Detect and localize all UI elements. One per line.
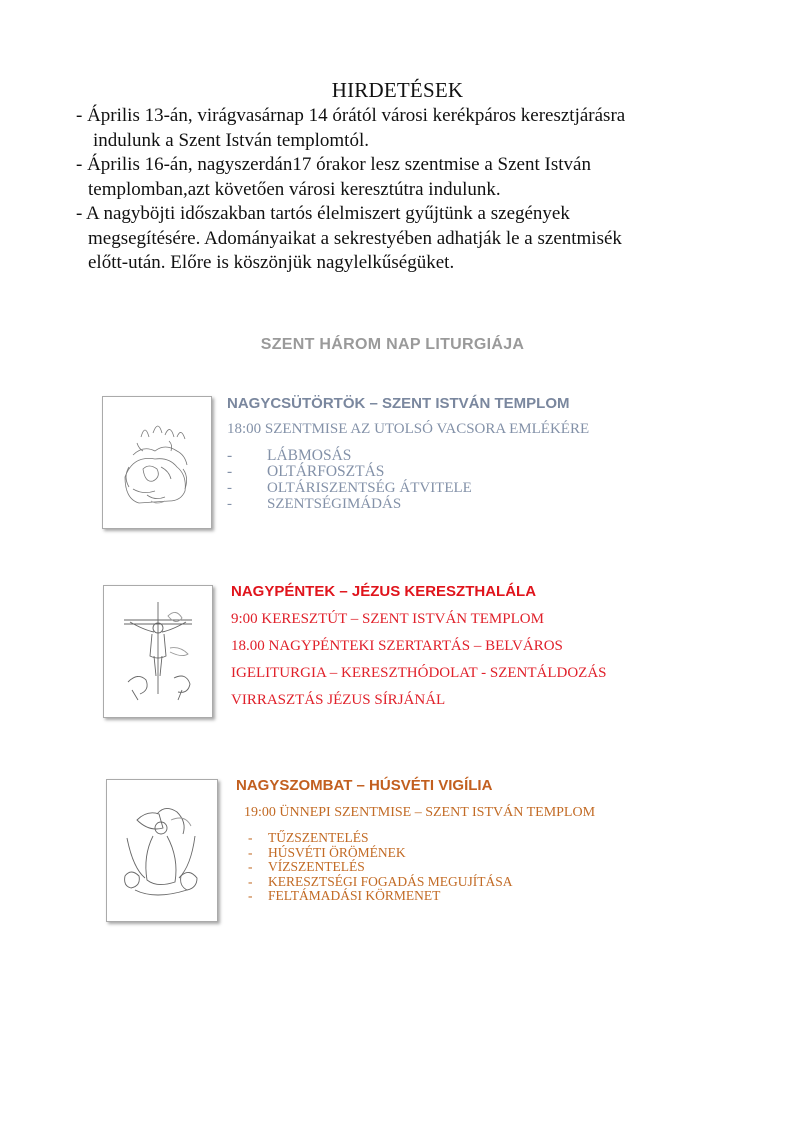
list-item: - OLTÁRISZENTSÉG ÁTVITELE [227,480,472,496]
announcement-2: - Április 16-án, nagyszerdán17 órakor lesz szentmise a Szent István templomban,azt követően városi keresztútra indulunk. [76,154,591,200]
saturday-mass: 19:00 ÜNNEPI SZENTMISE – SZENT ISTVÁN TEMPLOM [244,805,596,820]
saturday-list [248,831,595,904]
friday-heading: NAGYPÉNTEK – JÉZUS KERESZTHALÁLA [231,583,537,600]
list-item: - HÚSVÉTI ÖRÖMÉNEK [248,844,406,860]
friday-line-1: 9:00 KERESZTÚT – SZENT ISTVÁN TEMPLOM [231,611,544,627]
thursday-mass: 18:00 SZENTMISE AZ UTOLSÓ VACSORA EMLÉKÉRE [227,421,590,437]
thursday-list [227,448,589,512]
liturgy-title: SZENT HÁROM NAP LITURGIÁJA [260,336,525,353]
friday-line-2: 18.00 NAGYPÉNTEKI SZERTARTÁS – BELVÁROS [231,638,563,654]
last-supper-sketch-icon [102,396,212,529]
saturday-heading: NAGYSZOMBAT – HÚSVÉTI VIGÍLIA [236,777,493,794]
saturday-section [236,777,595,904]
crucifixion-sketch-icon [103,585,213,718]
friday-line-4: VIRRASZTÁS JÉZUS SÍRJÁNÁL [231,692,446,708]
list-item: - VÍZSZENTELÉS [248,859,365,874]
thursday-section [227,395,589,512]
list-item: - SZENTSÉGIMÁDÁS [227,496,402,512]
friday-section [231,583,607,709]
page-title: HIRDETÉSEK [331,78,464,102]
thursday-heading: NAGYCSÜTÖRTÖK – SZENT ISTVÁN TEMPLOM [227,395,570,412]
list-item: - KERESZTSÉGI FOGADÁS MEGUJÍTÁSA [248,873,513,889]
announcement-3: - A nagyböjti időszakban tartós élelmiszert gyűjtünk a szegények megsegítésére. Adományaikat a sekrestyében adhatják le a szentmisék előtt-után. Előre is köszönjük nagylelkűségüket. [76,203,622,273]
friday-line-3: IGELITURGIA – KERESZTHÓDOLAT - SZENTÁLDOZÁS [231,665,607,681]
resurrection-sketch-icon [106,779,218,922]
list-item: - LÁBMOSÁS [227,447,352,464]
list-item: - TŰZSZENTELÉS [248,830,369,845]
list-item: - OLTÁRFOSZTÁS [227,463,385,480]
announcement-1: - Április 13-án, virágvasárnap 14 órától városi kerékpáros keresztjárásra indulunk a Szent István templomtól. [76,105,626,151]
list-item: - FELTÁMADÁSI KÖRMENET [248,888,441,903]
